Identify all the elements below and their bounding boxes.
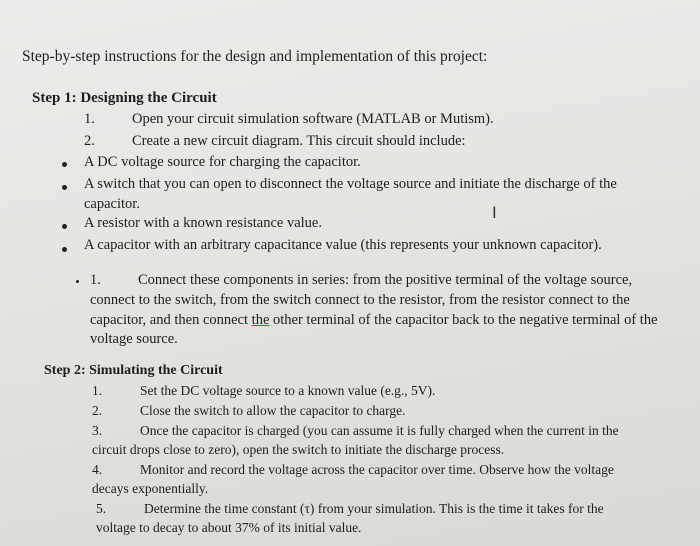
step2-item-4 [92,462,614,478]
step2-item-5-text: Determine the time constant (τ) from your simulation. This is the time it takes for the [144,501,604,516]
bullet-switch: A switch that you can open to disconnect the voltage source and initiate the discharge of the [84,176,617,192]
text-cursor-icon: I [492,203,497,222]
step2-heading: Step 2: Simulating the Circuit [44,363,223,378]
step2-item-5-cont: voltage to decay to about 37% of its initial value. [96,520,362,535]
step2-item-4-num: 4. [92,462,103,477]
intro-text: Step-by-step instructions for the design and implementation of this project: [22,48,488,65]
bullet-resistor: A resistor with a known resistance value. [84,215,322,231]
connect-text-3b: other terminal of the capacitor back to the negative terminal of the [269,312,658,328]
bullet-dot [62,162,67,167]
step2-item-1 [92,383,435,399]
step2-item-5 [96,501,604,517]
bullet-capacitor: A capacitor with an arbitrary capacitance value (this represents your unknown capacitor). [84,237,602,253]
bullet-dot [62,185,67,190]
step2-item-2 [92,403,406,419]
step2-item-2-num: 2. [92,403,103,418]
step1-item-2-text: Create a new circuit diagram. This circuit should include: [132,133,466,149]
connect-line-2: connect to the switch, from the switch connect to the resistor, from the resistor connect to the [90,292,630,308]
step2-item-1-num: 1. [92,383,103,398]
step1-item-2-num: 2. [84,133,95,149]
step1-item-1 [84,111,494,128]
step2-item-3 [92,423,619,439]
connect-line-1 [90,272,632,289]
connect-num: 1. [90,272,101,288]
step1-item-2 [84,133,466,150]
step2-item-4-text: Monitor and record the voltage across the capacitor over time. Observe how the voltage [140,462,614,477]
step2-item-3-text: Once the capacitor is charged (you can assume it is fully charged when the current in the [140,423,619,438]
connect-text-underlined: the [251,312,270,328]
step2-item-1-text: Set the DC voltage source to a known value (e.g., 5V). [140,383,436,398]
step1-heading: Step 1: Designing the Circuit [32,90,217,106]
step2-item-3-cont: circuit drops close to zero), open the switch to initiate the discharge process. [92,442,505,457]
bullet-dot [62,247,67,252]
connect-text-3a: capacitor, and then connect [90,312,252,328]
step1-item-1-text: Open your circuit simulation software (MATLAB or Mutism). [132,111,494,127]
bullet-dot [76,280,79,283]
step2-item-4-cont: decays exponentially. [92,481,209,496]
connect-line-4: voltage source. [90,331,178,347]
connect-line-3 [90,312,658,329]
bullet-dot [62,224,67,229]
step1-item-1-num: 1. [84,111,95,127]
step2-item-5-num: 5. [96,501,107,516]
bullet-switch-cont: capacitor. [84,196,140,212]
step2-item-2-text: Close the switch to allow the capacitor to charge. [140,403,406,418]
connect-text-1: Connect these components in series: from the positive terminal of the voltage source, [138,272,633,288]
step2-item-3-num: 3. [92,423,103,438]
bullet-dc-source: A DC voltage source for charging the capacitor. [84,154,361,170]
